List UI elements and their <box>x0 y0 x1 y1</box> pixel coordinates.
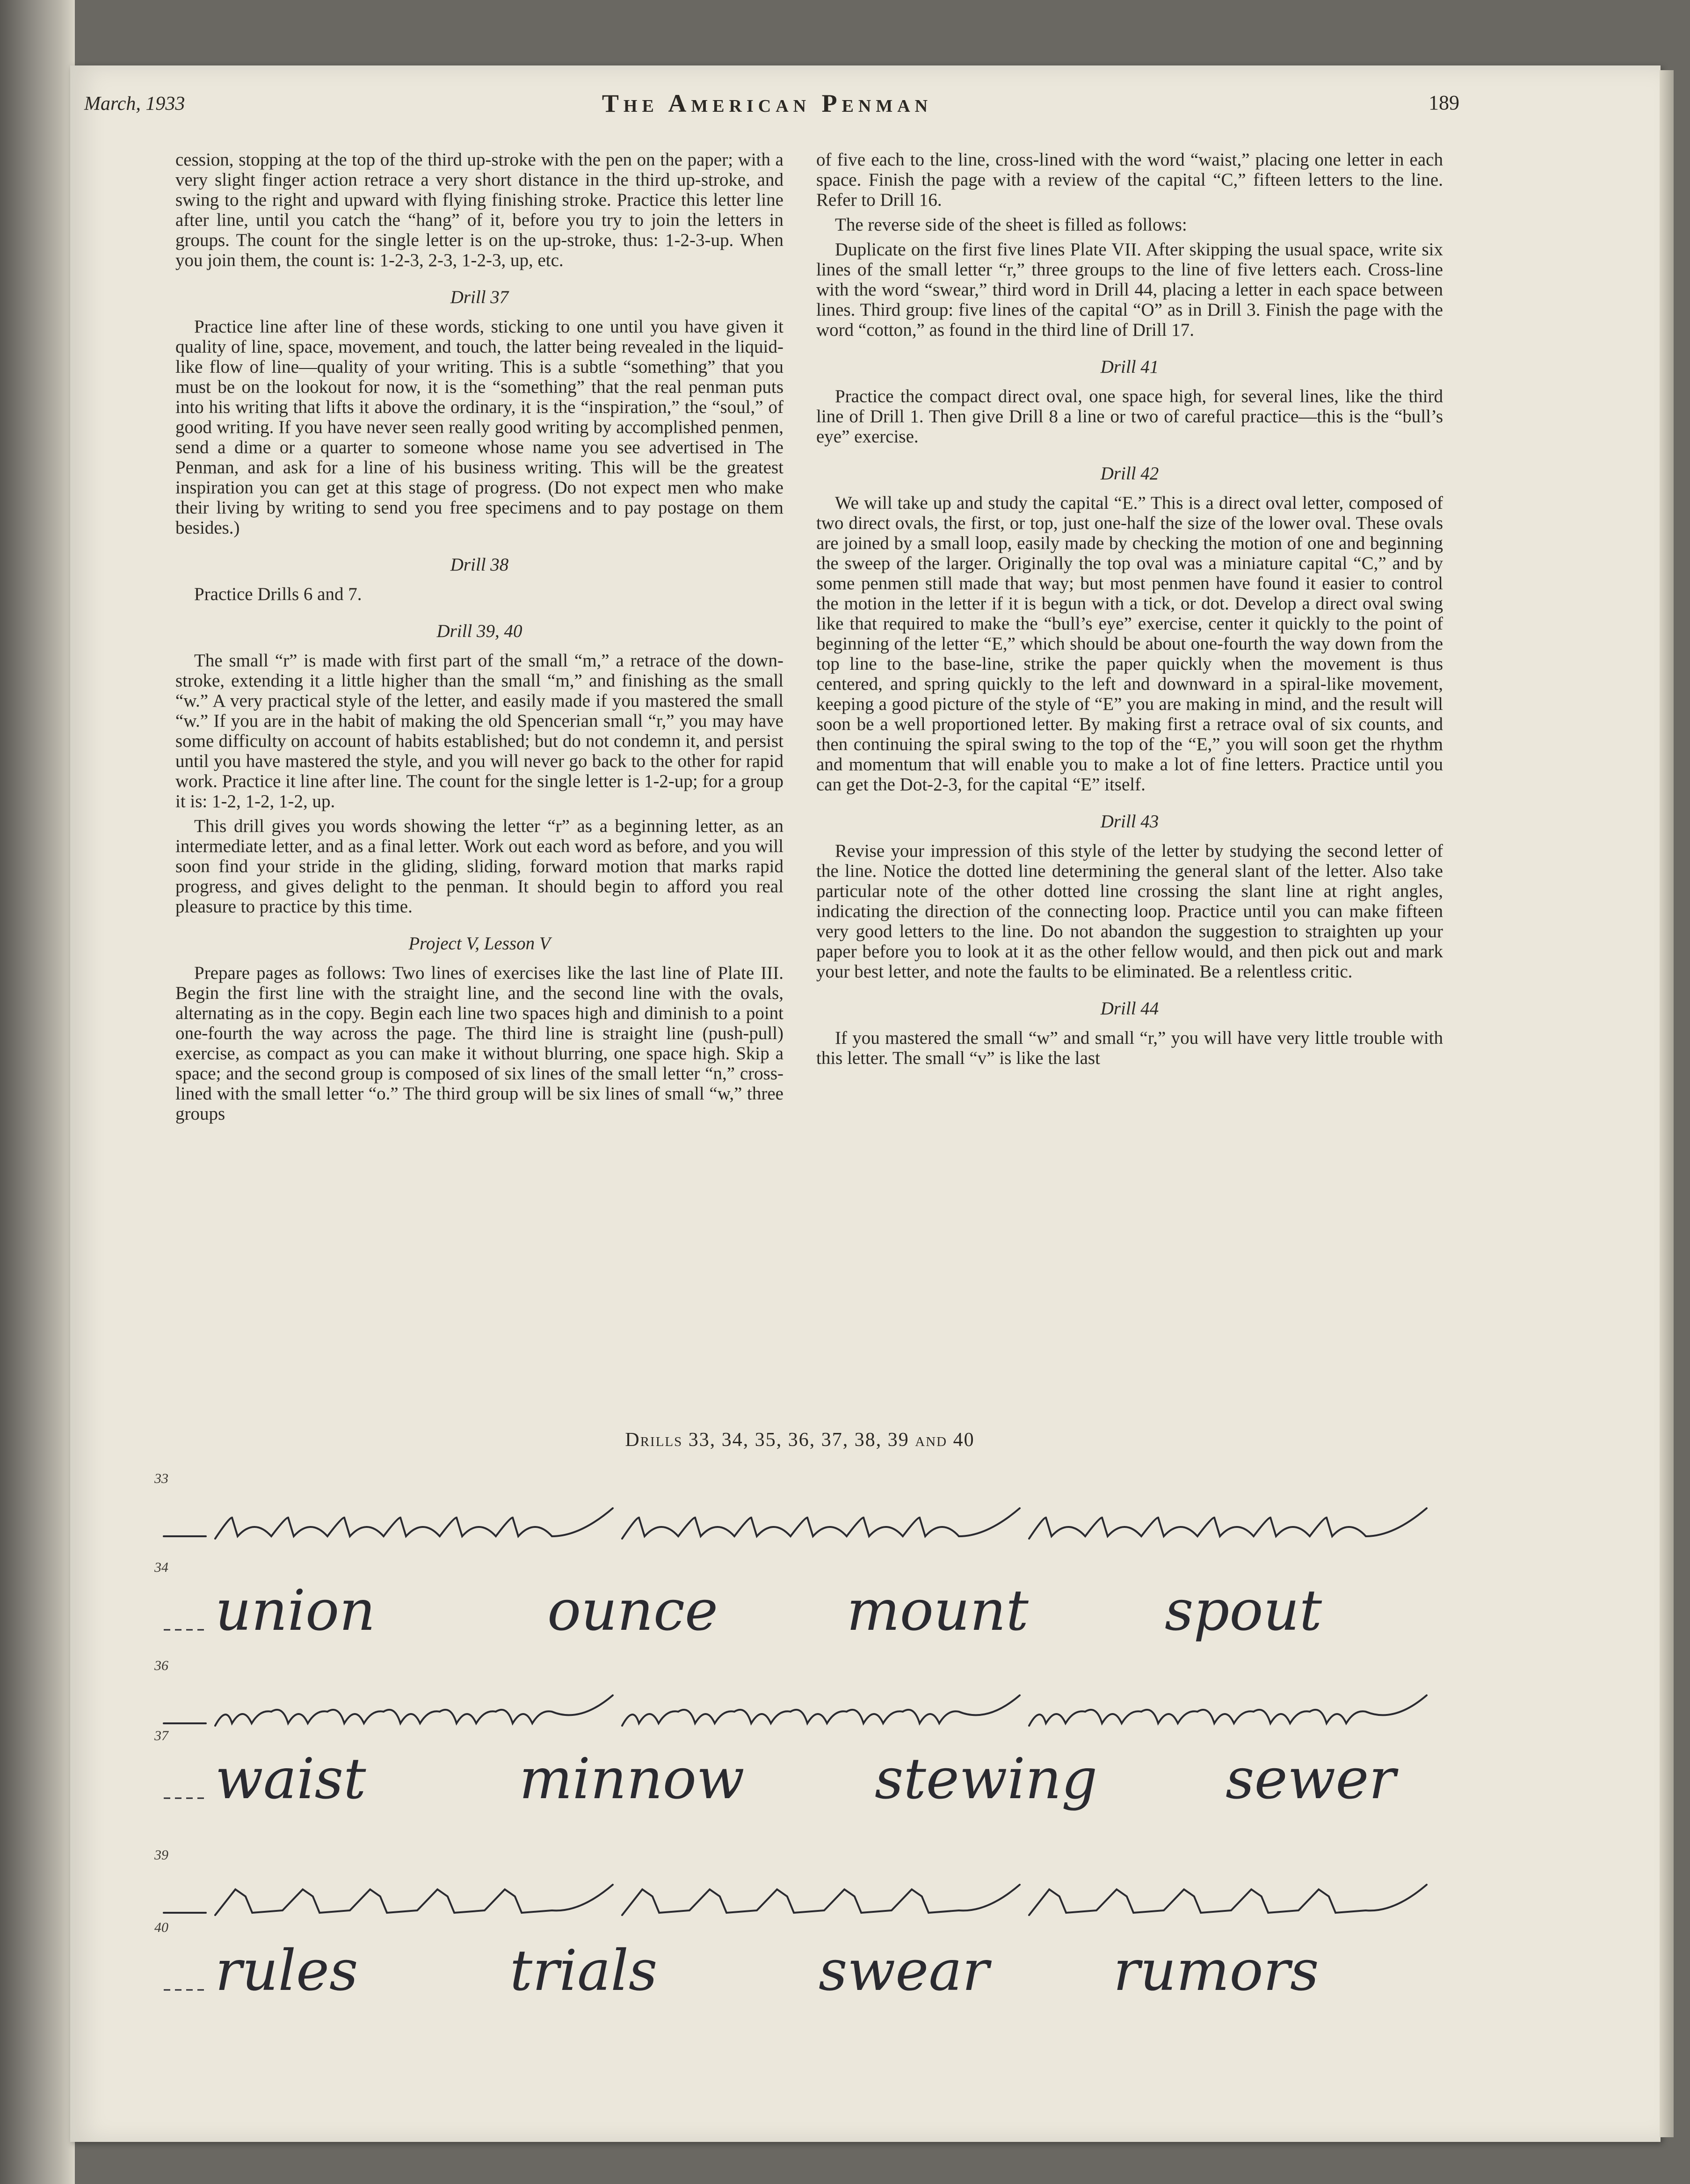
paragraph: cession, stopping at the top of the third up-stroke with the pen on the paper; with a very slight finger action retrace a very short distance in the third up-stroke, and swing to the right and upward with flying finishing stroke. Practice this letter line after line, until you catch the “hang” of it, before you try to join the letters in groups. The count for the single letter is on the up-stroke, thus: 1-2-3-up. When you join them, the count is: 1-2-3, 2-3, 1-2-3, up, etc. <box>175 150 783 270</box>
drill-heading: Drill 42 <box>1100 463 1159 484</box>
drill-row-label: 39 <box>154 1847 168 1863</box>
script-word: mount <box>847 1578 1029 1643</box>
cursive-stroke <box>164 1508 1427 1539</box>
script-word: rumors <box>1113 1938 1319 2003</box>
paragraph: of five each to the line, cross-lined with the word “waist,” placing one letter in each space. Finish the page with a review of the capital “C,” fifteen letters to the line. Refer to Drill 16. <box>816 150 1443 210</box>
caption-and: and <box>915 1429 948 1451</box>
paragraph: If you mastered the small “w” and small “r,” you will have very little trouble with this letter. The small “v” is like the last <box>816 1028 1443 1068</box>
paragraph: Practice Drills 6 and 7. <box>194 584 362 604</box>
section-heading: Project V, Lesson V <box>408 933 551 954</box>
drill-heading: Drill 41 <box>1100 357 1159 377</box>
script-word: rules <box>215 1938 358 2003</box>
paragraph: Revise your impression of this style of the letter by studying the second letter of the line. Notice the dotted line determining the general slant of the letter. Also take particular note of the other dotted line crossing the slant line at right angles, indicating the direction of the connecting loop. Practice until you can make fifteen very good letters to the line. Do not abandon the suggestion to straighten up your paper before you to look at it as the other fellow would, and then pick out and mark your best letter, and note the faults to be eliminated. Be a relentless critic. <box>816 841 1443 982</box>
script-word: ounce <box>547 1578 718 1643</box>
cursive-words-40 <box>154 1934 1455 2013</box>
paragraph: Duplicate on the first five lines Plate VII. After skipping the usual space, write six lines of the small letter “r,” three groups to the line of five letters each. Cross-line with the word “swear,” third word in Drill 44, placing a letter in each space between lines. Third group: five lines of the capital “O” as in Drill 3. Finish the page with the word “cotton,” as found in the third line of Drill 17. <box>816 239 1443 340</box>
issue-date: March, 1933 <box>84 93 185 115</box>
paragraph: Practice the compact direct oval, one space high, for several lines, like the third line of Drill 1. Then give Drill 8 a line or two of careful practice—this is the “bull’s eye” exercise. <box>816 386 1443 447</box>
cursive-u-exercise <box>154 1485 1455 1560</box>
cursive-stroke <box>164 1885 1427 1915</box>
drill-row-40 <box>154 1920 1455 2009</box>
drill-row-37 <box>154 1728 1455 1817</box>
paragraph: We will take up and study the capital “E.” This is a direct oval letter, composed of two direct ovals, the first, or top, just one-half the size of the lower oval. These ovals are joined by a small loop, easily made by checking the motion of one and beginning the sweep of the larger. Originally the top oval was a miniature capital “C,” and by some penmen still made that way; but most penmen have found it easier to control the motion in the letter if it is begun with a tick, or dot. Develop a direct oval swing like that required to make the “bull’s eye” exercise, center it quickly to the point of beginning of the letter “E,” which should be about one-fourth the way down from the top line to the base-line, strike the paper quickly when the movement is thus centered, and spring quickly to the left and downward in a spiral-like movement, keeping a good picture of the style of “E” you are making in mind, and the result will soon be a well proportioned letter. By making first a retrace oval of six counts, and then continuing the spiral swing to the top of the “E,” you will soon get the rhythm and momentum that will enable you to make a lot of fine letters. Practice until you can get the Dot-2-3, for the capital “E” itself. <box>816 493 1443 795</box>
paragraph: The reverse side of the sheet is filled as follows: <box>835 215 1187 235</box>
cursive-words-37 <box>154 1742 1455 1831</box>
drill-heading: Drill 39, 40 <box>436 621 522 641</box>
drill-heading: Drill 44 <box>1100 998 1159 1019</box>
paragraph: Prepare pages as follows: Two lines of exercises like the last line of Plate III. Begin the first line with the straight line, and the second line with the ovals, alternating as in the copy. Begin each line two spaces high and diminish to a point one-fourth the way across the page. The third line is straight line (push-pull) exercise, as compact as you can make it without blurring, one space high. Skip a space; and the second group is composed of six lines of the small letter “n,” cross-lined with the small letter “o.” The third group will be six lines of small “w,” three groups <box>175 963 783 1124</box>
caption-prefix: Drills <box>625 1429 683 1451</box>
page-number: 189 <box>1429 91 1459 114</box>
paragraph: The small “r” is made with first part of the small “m,” a retrace of the down-stroke, extending it a little higher than the small “m,” and finishing as the small “w.” A very practical style of the letter, and easily made if you mastered the small “w.” If you are in the habit of making the old Spencerian small “r,” you may have some difficulty on account of habits established; but do not condemn it, and persist until you have mastered the style, and you will never go back to the other for rapid work. Practice it line after line. The count for the single letter is 1-2-up; for a group it is: 1-2, 1-2, 1-2, up. <box>175 651 783 811</box>
drill-row-34 <box>154 1560 1455 1649</box>
right-column <box>816 150 1443 1073</box>
plate-caption <box>140 1429 1459 1451</box>
drill-row-label: 36 <box>154 1658 168 1673</box>
script-word: sewer <box>1226 1747 1396 1812</box>
paragraph: This drill gives you words showing the letter “r” as a beginning letter, as an intermediate letter, and as a final letter. Work out each word as before, and you will soon find your stride in the gliding, sliding, forward motion that marks rapid progress, and gives delight to the penman. It should begin to afford you real pleasure to practice by this time. <box>175 816 783 917</box>
magazine-title: The American Penman <box>602 89 933 117</box>
paragraph: Practice line after line of these words, sticking to one until you have given it quality of line, space, movement, and touch, the latter being revealed in the liquid-like flow of line—quality of your writing. This is a subtle “something” that you must be on the lookout for now, it is the “something” that the real penman puts into his writing that lifts it above the ordinary, it is the “inspiration,” the “soul,” of good writing. If you have never seen really good writing by accomplished penmen, send a dime or a quarter to someone whose name you see advertised in The Penman, and ask for a line of his business writing. This will be the greatest inspiration you can get at this stage of progress. (Do not expect men who make their living by writing to send you free specimens and to pay postage on them besides.) <box>175 317 783 538</box>
drill-row-label: 40 <box>154 1920 168 1935</box>
drill-heading: Drill 38 <box>450 555 509 575</box>
script-word: minnow <box>519 1747 745 1812</box>
script-word: trials <box>510 1938 658 2003</box>
drill-row-label: 33 <box>154 1471 168 1486</box>
page-edge <box>1660 70 1674 2137</box>
drill-row-label: 37 <box>154 1728 168 1743</box>
cursive-words-34 <box>154 1574 1455 1653</box>
caption-last: 40 <box>953 1429 975 1451</box>
cursive-stroke <box>164 1695 1427 1726</box>
script-word: stewing <box>875 1747 1098 1812</box>
page-header <box>84 89 1459 122</box>
drill-row-33 <box>154 1471 1455 1560</box>
drill-heading: Drill 43 <box>1100 811 1159 832</box>
caption-numbers: 33, 34, 35, 36, 37, 38, 39 <box>688 1429 909 1451</box>
script-word: swear <box>819 1938 989 2003</box>
script-word: waist <box>215 1747 366 1812</box>
left-column <box>175 150 783 1128</box>
book-gutter-shadow <box>0 0 75 2184</box>
script-word: union <box>215 1578 376 1643</box>
drill-heading: Drill 37 <box>450 287 509 307</box>
drill-row-label: 34 <box>154 1560 168 1575</box>
script-word: spout <box>1165 1578 1322 1643</box>
